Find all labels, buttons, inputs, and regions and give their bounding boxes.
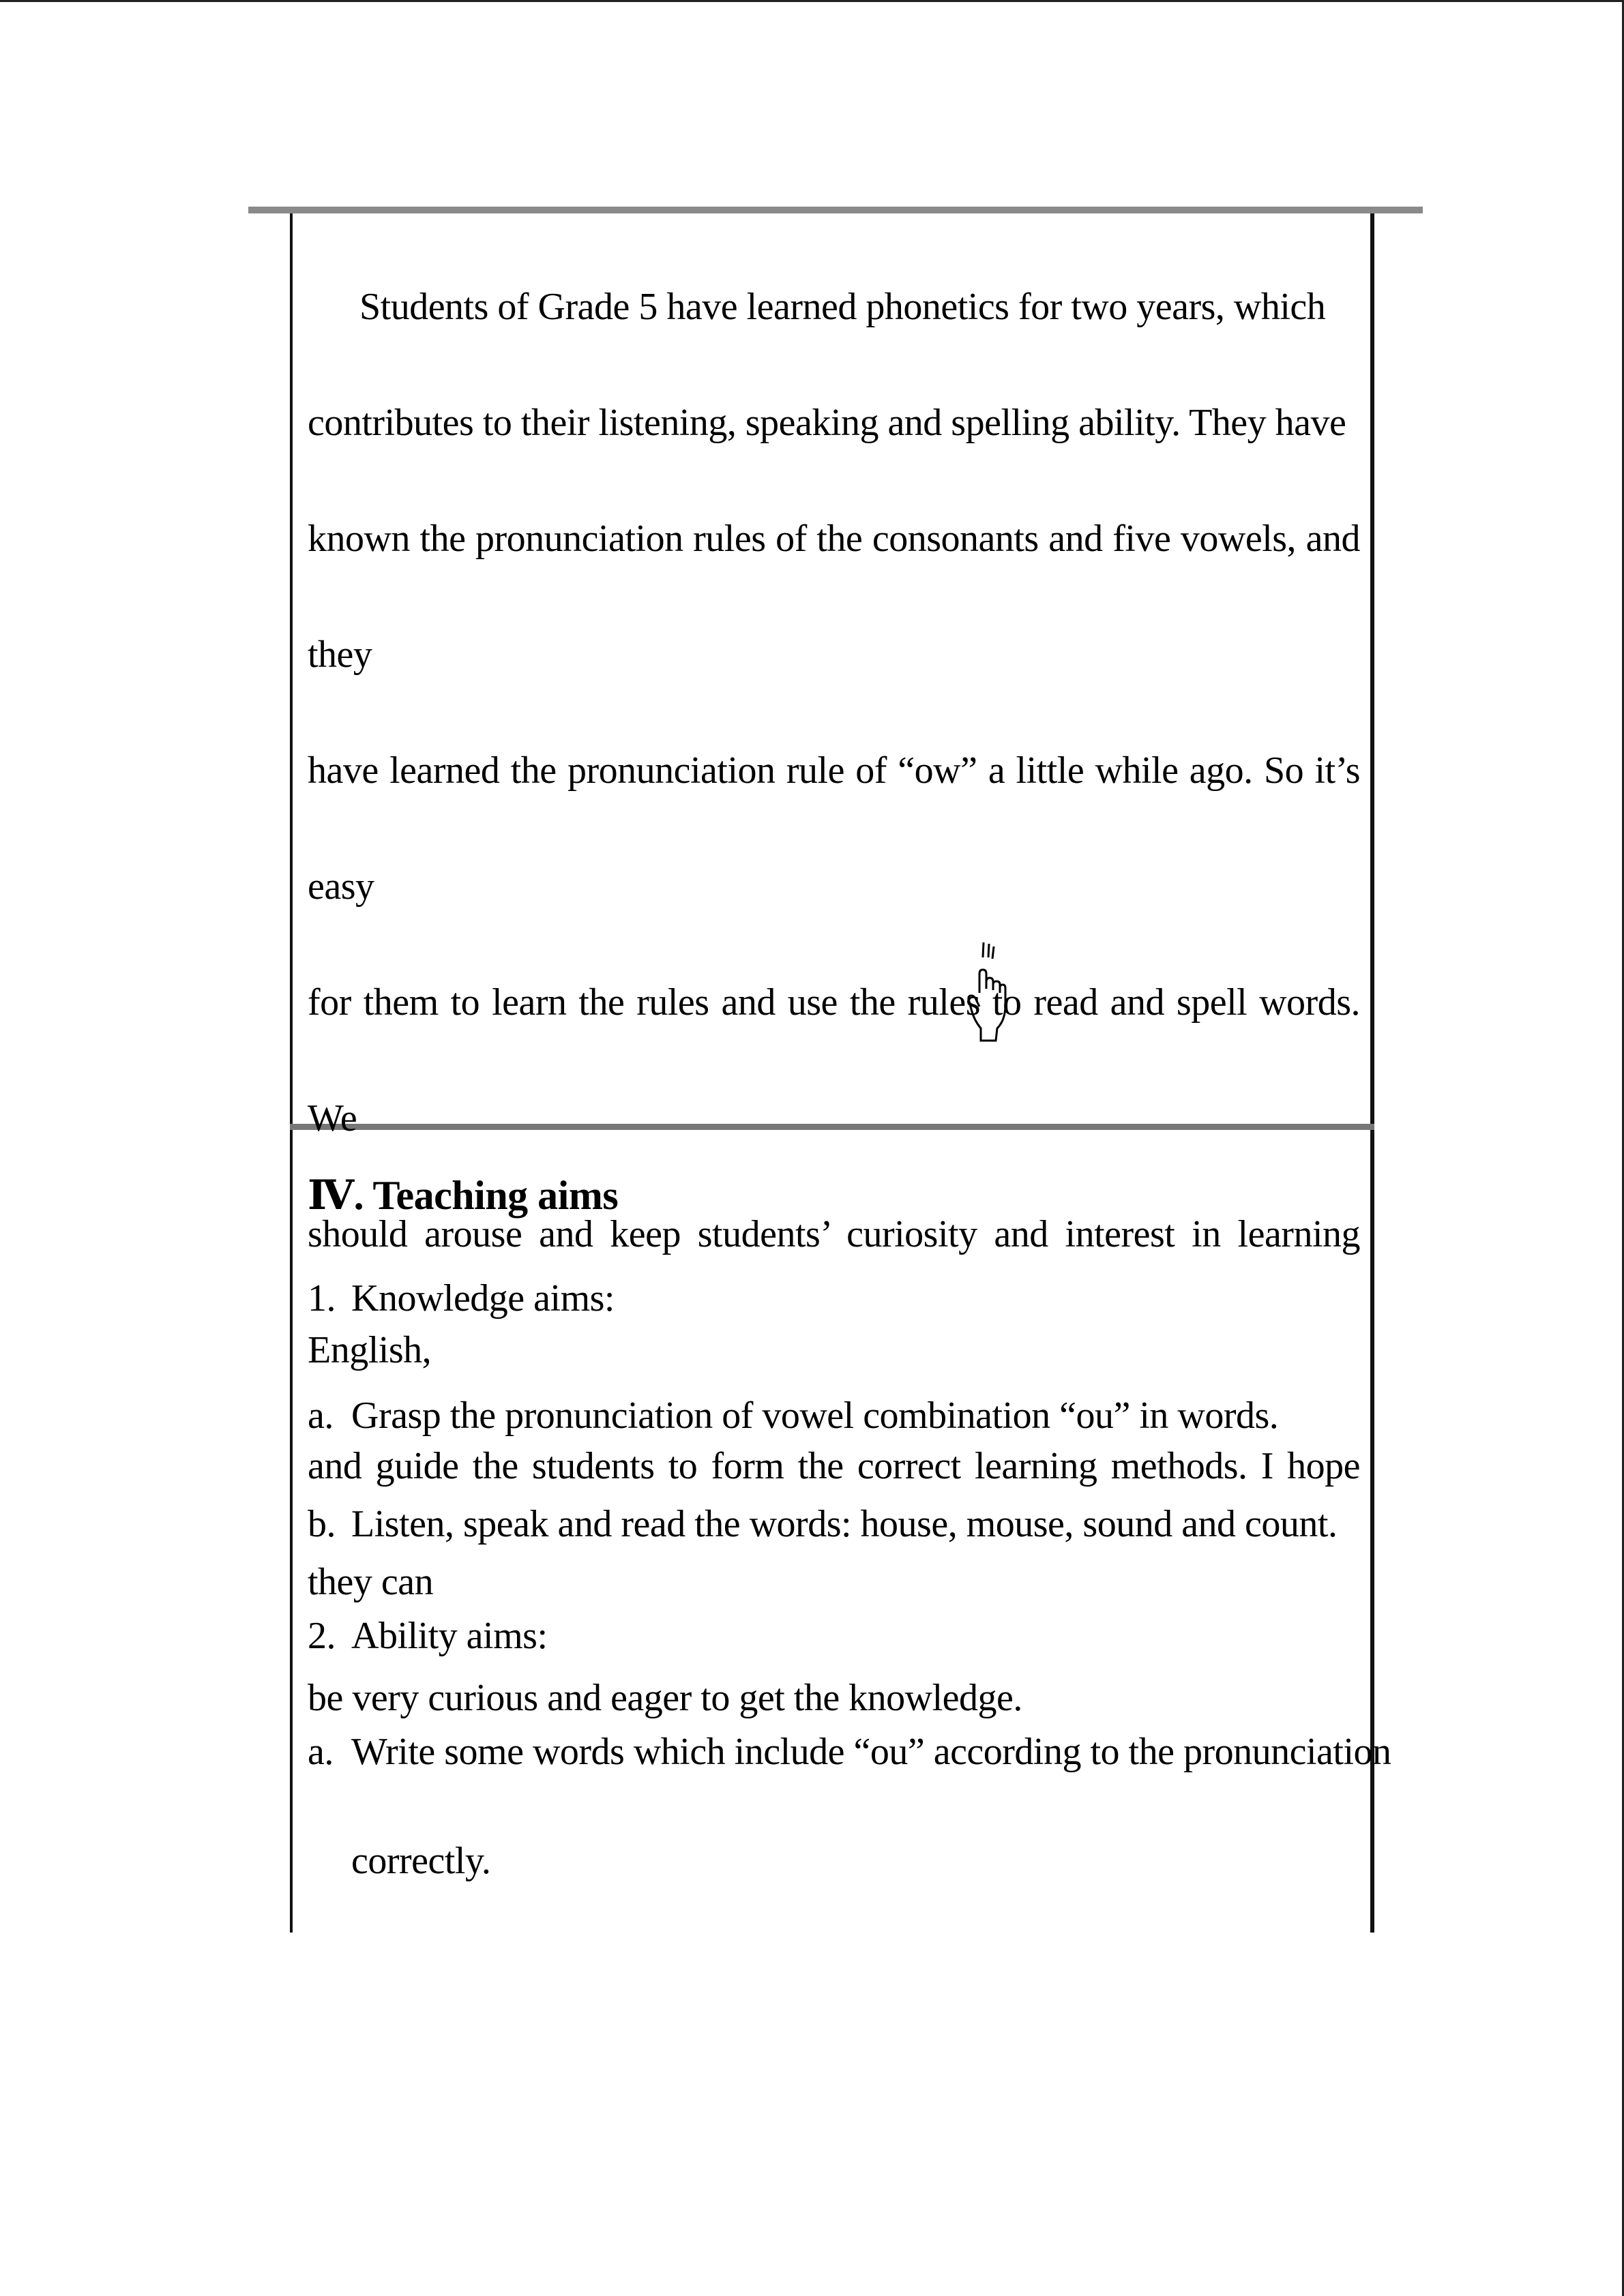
table-right-border xyxy=(1370,213,1374,1933)
paragraph-line: for them to learn the rules and use the rules to read and spell words. We xyxy=(308,981,1360,1139)
aim-subitem-continuation: correctly. xyxy=(351,1840,491,1882)
page-edge-top xyxy=(0,0,1624,2)
item-letter: a. xyxy=(308,1731,334,1773)
paragraph-line: contributes to their listening, speaking and spelling ability. They have xyxy=(308,402,1346,444)
aim-subitem xyxy=(308,1502,1337,1546)
item-text: Write some words which include “ou” according to the pronunciation xyxy=(351,1731,1391,1773)
aim-item-knowledge xyxy=(308,1277,615,1320)
item-text: Knowledge aims: xyxy=(351,1277,615,1320)
aim-subitem xyxy=(308,1394,1278,1437)
item-letter: a. xyxy=(308,1395,334,1437)
paragraph-line: and guide the students to form the correct learning methods. I hope they can xyxy=(308,1445,1360,1603)
item-number: 1. xyxy=(308,1277,336,1320)
aim-subitem xyxy=(308,1730,1391,1774)
item-text: Ability aims: xyxy=(351,1615,548,1657)
item-text: Grasp the pronunciation of vowel combination “ou” in words. xyxy=(351,1395,1279,1437)
table-top-border xyxy=(248,207,1423,213)
hand-pointer-icon xyxy=(962,940,1009,1056)
paragraph-line: be very curious and eager to get the knowledge. xyxy=(308,1677,1022,1719)
paragraph-line: have learned the pronunciation rule of “ow” a little while ago. So it’s easy xyxy=(308,749,1360,908)
paragraph-line: Students of Grade 5 have learned phonetics for two years, which xyxy=(359,286,1326,328)
paragraph-line: known the pronunciation rules of the consonants and five vowels, and they xyxy=(308,518,1360,676)
item-text: Listen, speak and read the words: house, mouse, sound and count. xyxy=(351,1503,1338,1545)
aim-item-ability xyxy=(308,1614,548,1658)
item-number: 2. xyxy=(308,1615,336,1657)
section-heading: Ⅳ. Teaching aims xyxy=(308,1173,619,1218)
table-left-border xyxy=(290,213,293,1933)
item-letter: b. xyxy=(308,1503,336,1545)
paragraph-line: should arouse and keep students’ curiosity and interest in learning English, xyxy=(308,1213,1360,1371)
